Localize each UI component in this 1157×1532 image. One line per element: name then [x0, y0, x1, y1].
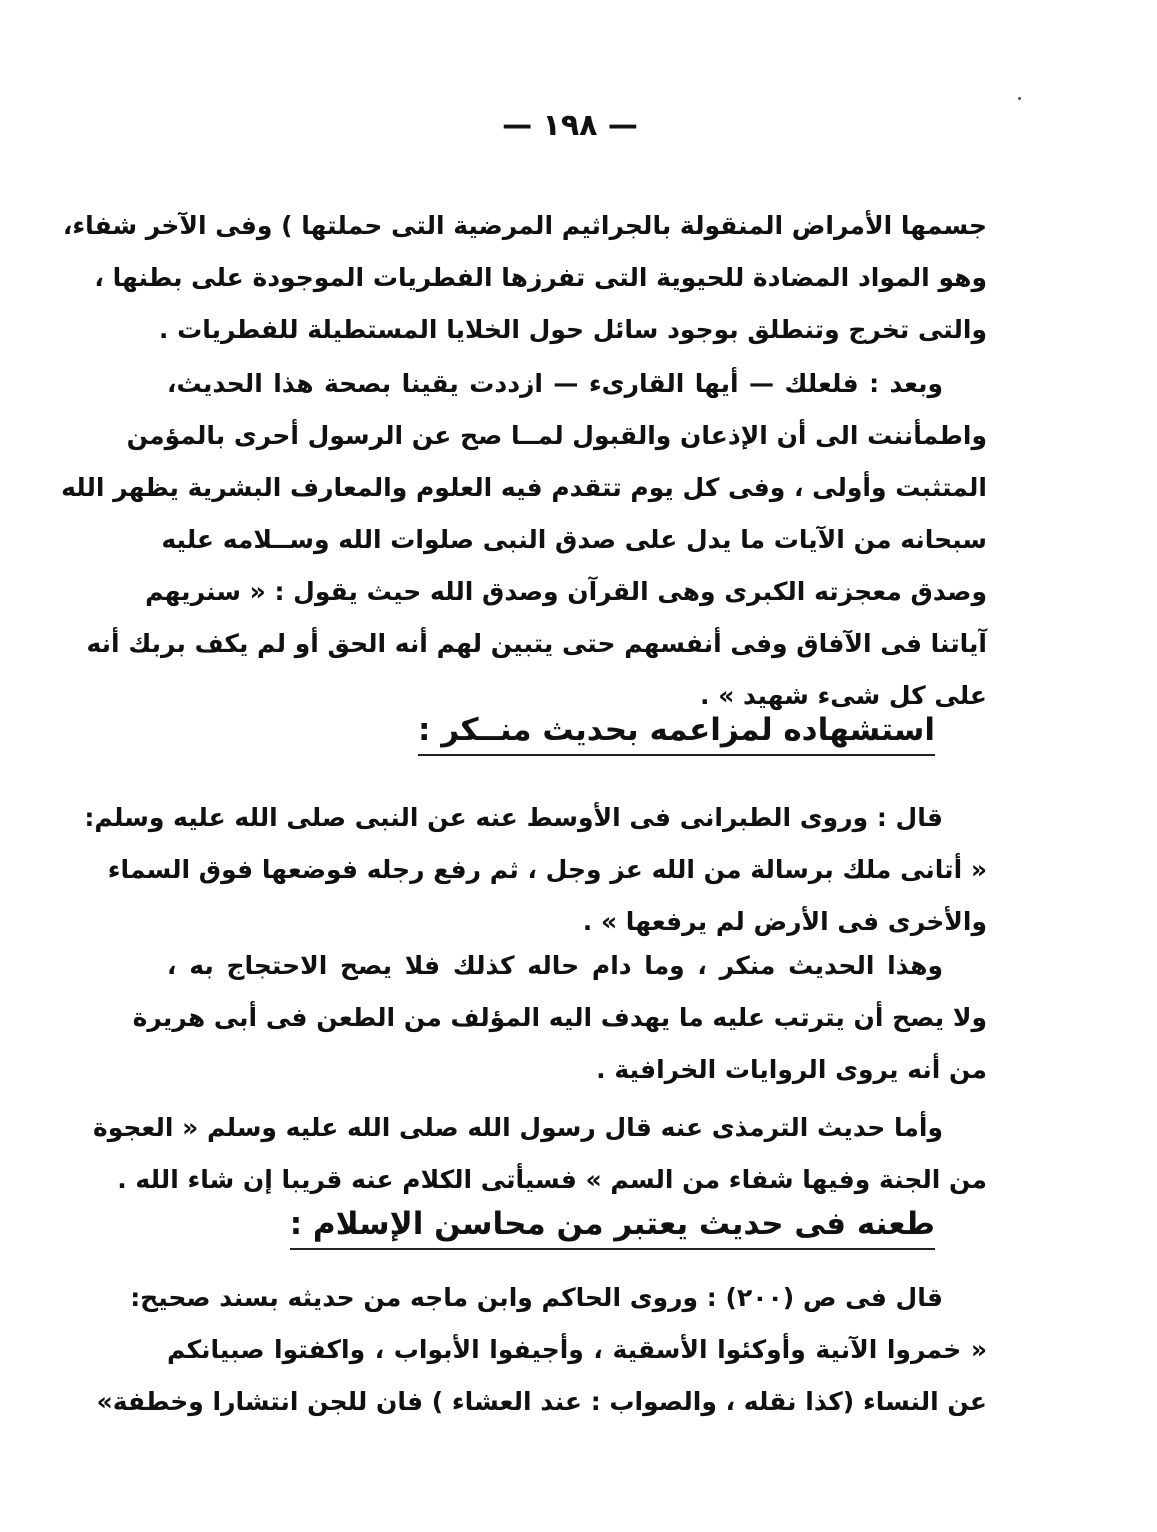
- text-line: واطمأننت الى أن الإذعان والقبول لمــا صح عن الرسول أحرى بالمؤمن: [126, 421, 987, 450]
- page-number: — ١٩٨ —: [502, 108, 638, 143]
- text-line: « خمروا الآنية وأوكئوا الأسقية ، وأجيفوا الأبواب ، واكفتوا صبيانكم: [167, 1335, 987, 1364]
- text-line: قال فى ص (٢٠٠) : وروى الحاكم وابن ماجه من حديثه بسند صحيح:: [130, 1283, 943, 1312]
- text-line: قال : وروى الطبرانى فى الأوسط عنه عن النبى صلى الله عليه وسلم:: [84, 803, 943, 832]
- text-line: من الجنة وفيها شفاء من السم » فسيأتى الكلام عنه قريبا إن شاء الله .: [117, 1165, 987, 1194]
- scan-speck: [1018, 97, 1021, 100]
- text-line: من أنه يروى الروايات الخرافية .: [596, 1055, 987, 1084]
- section-heading: استشهاده لمزاعمه بحديث منــكر :: [418, 712, 935, 756]
- text-line: جسمها الأمراض المنقولة بالجراثيم المرضية التى حملتها ) وفى الآخر شفاء،: [62, 211, 987, 240]
- text-line: آياتنا فى الآفاق وفى أنفسهم حتى يتبين لهم أنه الحق أو لم يكف بربك أنه: [86, 629, 987, 658]
- text-line: ولا يصح أن يترتب عليه ما يهدف اليه المؤلف من الطعن فى أبى هريرة: [132, 1003, 987, 1032]
- paragraph-6: [96, 1272, 987, 1428]
- text-line: عن النساء (كذا نقله ، والصواب : عند العشاء ) فان للجن انتشارا وخطفة»: [96, 1387, 987, 1416]
- text-line: وصدق معجزته الكبرى وهى القرآن وصدق الله حيث يقول : « سنريهم: [145, 577, 987, 606]
- text-line: على كل شىء شهيد » .: [700, 681, 987, 710]
- paragraph-5: [92, 1102, 987, 1206]
- paragraph-2: [61, 358, 987, 722]
- paragraph-4: [132, 940, 987, 1096]
- text-line: وهو المواد المضادة للحيوية التى تفرزها الفطريات الموجودة على بطنها ،: [94, 263, 987, 292]
- text-line: والتى تخرج وتنطلق بوجود سائل حول الخلايا المستطيلة للفطريات .: [158, 315, 987, 344]
- text-line: وأما حديث الترمذى عنه قال رسول الله صلى الله عليه وسلم « العجوة: [92, 1113, 943, 1142]
- text-line: سبحانه من الآيات ما يدل على صدق النبى صلوات الله وســلامه عليه: [161, 525, 987, 554]
- text-line: والأخرى فى الأرض لم يرفعها » .: [582, 907, 987, 936]
- section-heading: طعنه فى حديث يعتبر من محاسن الإسلام :: [290, 1206, 935, 1250]
- text-line: وبعد : فلعلك — أيها القارىء — ازددت يقينا بصحة هذا الحديث،: [167, 369, 943, 398]
- paragraph-1: [62, 200, 987, 356]
- text-line: وهذا الحديث منكر ، وما دام حاله كذلك فلا يصح الاحتجاج به ،: [167, 951, 943, 980]
- paragraph-3: [84, 792, 987, 948]
- text-line: المتثبت وأولى ، وفى كل يوم تتقدم فيه العلوم والمعارف البشرية يظهر الله: [61, 473, 987, 502]
- text-line: « أتانى ملك برسالة من الله عز وجل ، ثم رفع رجله فوضعها فوق السماء: [107, 855, 987, 884]
